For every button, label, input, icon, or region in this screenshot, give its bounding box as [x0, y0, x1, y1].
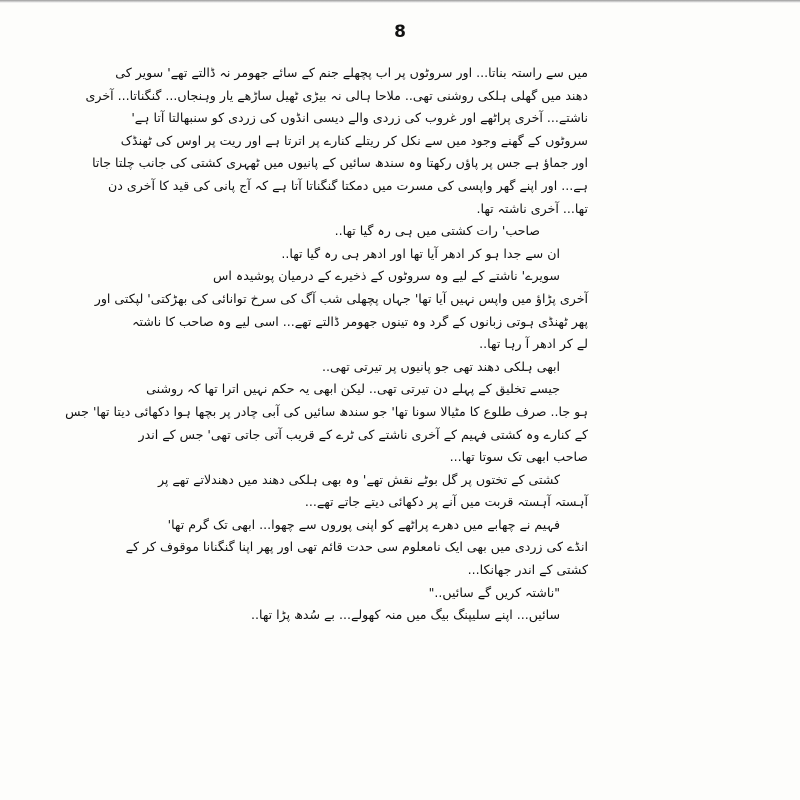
text-line: کشتی کے تختوں پر گل بوٹے نقش تھے' وہ بھی ہلکی دھند میں دھندلاتے تھے پر: [157, 471, 560, 487]
text-line: لے کر ادھر آ رہا تھا..: [479, 336, 588, 352]
text-line: انڈے کی زردی میں بھی ایک نامعلوم سی حدت قائم تھی اور پھر اپنا گنگنانا موقوف کر کے: [125, 539, 588, 555]
text-line: پھر ٹھنڈی ہوتی زبانوں کے گرد وہ تینوں جھومر ڈالتے تھے... اسی لیے وہ صاحب کا ناشتہ: [132, 313, 588, 329]
body-text: [65, 62, 588, 627]
text-line: ابھی ہلکی دھند تھی جو پانیوں پر تیرتی تھی..: [321, 358, 560, 374]
text-line: ہے... اور اپنے گھر واپسی کی مسرت میں دمکتا گنگناتا آتا ہے کہ آج پانی کی قید کا آخری دن: [108, 177, 588, 193]
page-number: 8: [394, 22, 406, 42]
text-line: دھند میں گھلی ہلکی روشنی تھی.. ملاحا ہالی نہ بیڑی ٹھیل ساڑھے یار وہنجاں... گنگناتا... آخری: [85, 87, 588, 103]
page-top-edge: [0, 0, 800, 3]
text-line: کشتی کے اندر جھانکا...: [467, 562, 588, 578]
text-line: آخری پڑاؤ میں واپس نہیں آیا تھا' جہاں پچھلی شب آگ کی سرخ توانائی کی بھڑکتی' لپکتی اور: [94, 290, 588, 306]
text-line: سویرے' ناشتے کے لیے وہ سروٹوں کے ذخیرے کے درمیان پوشیدہ اس: [213, 268, 560, 284]
text-line: ناشتے... آخری پراٹھے اور غروب کی زردی والے دیسی انڈوں کی زردی کو سنبھالتا آتا ہے': [131, 110, 588, 126]
text-line: صاحب' رات کشتی میں ہی رہ گیا تھا..: [334, 223, 540, 239]
text-line: سروٹوں کے گھنے وجود میں سے نکل کر ریتلے کنارے پر اترتا ہے اور ریت پر اوس کی ٹھنڈک: [120, 132, 588, 148]
text-line: آہستہ آہستہ قربت میں آنے پر دکھائی دیتے جاتے تھے...: [304, 494, 588, 510]
text-line: صاحب ابھی تک سوتا تھا...: [449, 449, 588, 465]
text-line: "ناشتہ کریں گے سائیں..": [428, 584, 560, 600]
text-line: اور جماؤ ہے جس پر پاؤں رکھتا وہ سندھ سائیں کے پانیوں میں ٹھہری کشتی کی جانب چلتا جاتا: [92, 155, 588, 171]
text-line: ہو جا.. صرف طلوع کا مٹیالا سونا تھا' جو سندھ سائیں کی آبی چادر پر بچھا ہوا دکھائی دیتا تھا' جس: [65, 403, 588, 419]
text-line: کے کنارے وہ کشتی فہیم کے آخری ناشتے کی ٹرے کے قریب آتی جاتی تھی' جس کے اندر: [138, 426, 588, 442]
text-line: میں سے راستہ بناتا... اور سروٹوں پر اب پچھلے جنم کے سائے جھومر نہ ڈالتے تھے' سویر کی: [115, 65, 588, 80]
text-line: فہیم نے چھابے میں دھرے پراٹھے کو اپنی پوروں سے چھوا... ابھی تک گرم تھا': [167, 516, 560, 532]
text-line: جیسے تخلیق کے پہلے دن تیرتی تھی.. لیکن ابھی یہ حکم نہیں اترا تھا کہ روشنی: [146, 381, 560, 397]
text-line: سائیں... اپنے سلیپنگ بیگ میں منہ کھولے... بے سُدھ پڑا تھا..: [250, 607, 560, 623]
text-line: ان سے جدا ہو کر ادھر آیا تھا اور ادھر ہی رہ گیا تھا..: [281, 245, 560, 261]
text-line: تھا... آخری ناشتہ تھا.: [476, 200, 588, 216]
